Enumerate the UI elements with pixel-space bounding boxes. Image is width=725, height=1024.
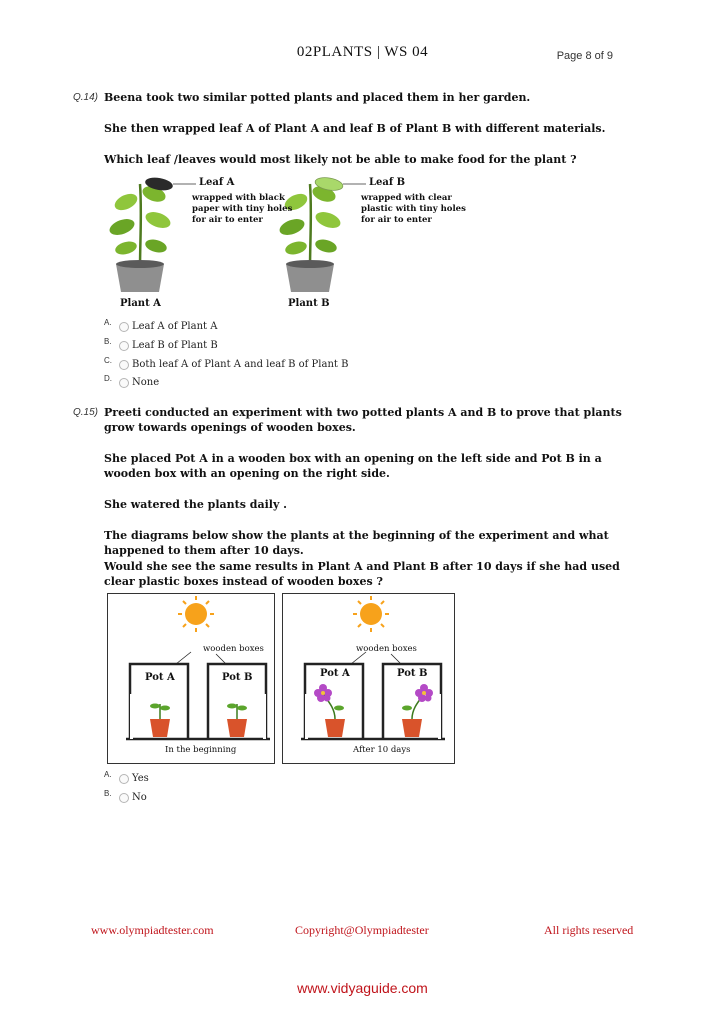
q15-figure-after <box>282 593 455 764</box>
pot-a-label: Pot A <box>320 668 350 679</box>
pot-b-flower-plant <box>402 684 433 737</box>
option-radio-c[interactable] <box>119 360 129 370</box>
q14-paragraph-2: She then wrapped leaf A of Plant A and leaf B of Plant B with different materials. <box>104 122 606 135</box>
wooden-boxes-after-illustration <box>283 594 453 762</box>
footer-site-link[interactable]: www.vidyaguide.com <box>297 980 428 996</box>
q15-paragraph-8: Would she see the same results in Plant A and Plant B after 10 days if she had used <box>104 560 620 573</box>
plant-a-label: Plant A <box>120 298 161 309</box>
pot-b-label: Pot B <box>222 672 253 683</box>
sun-icon <box>353 596 389 632</box>
option-letter: B. <box>104 789 112 798</box>
option-radio-d[interactable] <box>119 378 129 388</box>
option-letter: B. <box>104 337 112 346</box>
option-text: Yes <box>132 773 149 784</box>
pot-a-seedling <box>150 704 170 738</box>
option-text: No <box>132 792 147 803</box>
option-text: Both leaf A of Plant A and leaf B of Plant B <box>132 359 349 370</box>
plant-a-drawing <box>107 176 196 292</box>
q15-figure-beginning <box>107 593 275 764</box>
leaf-a-description: wrapped with black paper with tiny holes for air to enter <box>192 193 293 225</box>
option-text: Leaf B of Plant B <box>132 340 218 351</box>
footer-rights: All rights reserved <box>544 923 634 937</box>
page-number: Page 8 of 9 <box>556 50 613 62</box>
q14-paragraph-3: Which leaf /leaves would most likely not be able to make food for the plant ? <box>104 153 577 166</box>
q15-paragraph-5: She watered the plants daily . <box>104 498 287 511</box>
q14-paragraph-1: Beena took two similar potted plants and placed them in her garden. <box>104 91 531 104</box>
q15-paragraph-1: Preeti conducted an experiment with two potted plants A and B to prove that plants <box>104 406 622 419</box>
pot-b-label: Pot B <box>397 668 428 679</box>
plant-b-label: Plant B <box>288 298 330 309</box>
q14-figure <box>104 172 474 314</box>
sun-icon <box>178 596 214 632</box>
leaf-b-description: wrapped with clear plastic with tiny holes for air to enter <box>361 193 466 225</box>
question-number-14: Q.14) <box>73 92 99 103</box>
option-letter: A. <box>104 770 112 779</box>
option-radio-a[interactable] <box>119 322 129 332</box>
q15-paragraph-7: happened to them after 10 days. <box>104 544 304 557</box>
option-radio-yes[interactable] <box>119 774 129 784</box>
option-text: Leaf A of Plant A <box>132 321 218 332</box>
worksheet-title: 02PLANTS | WS 04 <box>296 44 429 60</box>
pot-a-flower-plant <box>314 684 345 737</box>
pot-b-seedling <box>227 704 247 738</box>
pot-a-label: Pot A <box>145 672 175 683</box>
option-radio-no[interactable] <box>119 793 129 803</box>
leaf-b-label: Leaf B <box>369 177 406 188</box>
question-number-15: Q.15) <box>73 407 99 418</box>
caption-beginning: In the beginning <box>165 745 237 755</box>
wooden-boxes-label: wooden boxes <box>356 644 417 654</box>
footer-copyright: Copyright@Olympiadtester <box>295 923 429 937</box>
option-letter: C. <box>104 356 112 365</box>
wooden-boxes-label: wooden boxes <box>203 644 264 654</box>
q15-paragraph-6: The diagrams below show the plants at the beginning of the experiment and what <box>104 529 609 542</box>
option-letter: D. <box>104 374 112 383</box>
q15-paragraph-3: She placed Pot A in a wooden box with an opening on the left side and Pot B in a <box>104 452 602 465</box>
q15-paragraph-4: wooden box with an opening on the right side. <box>104 467 390 480</box>
caption-after: After 10 days <box>353 745 411 755</box>
option-text: None <box>132 377 160 388</box>
footer-website-link[interactable]: www.olympiadtester.com <box>91 923 214 937</box>
leaf-a-label: Leaf A <box>199 177 235 188</box>
q15-paragraph-2: grow towards openings of wooden boxes. <box>104 421 356 434</box>
option-letter: A. <box>104 318 112 327</box>
q15-paragraph-9: clear plastic boxes instead of wooden boxes ? <box>104 575 383 588</box>
option-radio-b[interactable] <box>119 341 129 351</box>
